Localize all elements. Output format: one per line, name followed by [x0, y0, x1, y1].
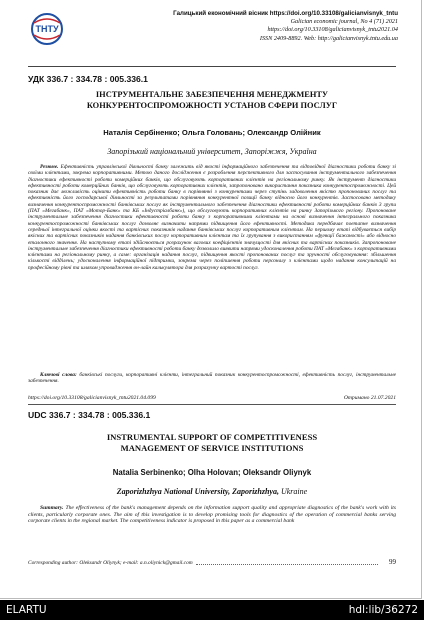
journal-issn: ISSN 2409-8892. Web: http://galicianvisnyk.tntu.edu.ua — [259, 34, 398, 42]
abstract-en — [28, 505, 396, 525]
handle-label[interactable]: hdl:lib/36272 — [348, 604, 418, 616]
title-en-line1: INSTRUMENTAL SUPPORT OF COMPETITIVENESS — [106, 432, 318, 442]
logo-text: ТНТУ — [35, 24, 59, 34]
abstract-ua — [28, 164, 396, 271]
page-number: 99 — [389, 558, 396, 566]
university-logo-icon — [28, 12, 66, 46]
received-date: Отримано 21.07.2021 — [343, 395, 396, 401]
authors-en: Natalia Serbinenko; Olha Holovan; Oleksandr Oliynyk — [112, 468, 312, 477]
article-meta-ua — [28, 395, 396, 401]
header-rule — [28, 66, 396, 67]
title-ua — [28, 90, 396, 111]
abstract-en-text: The effectiveness of the bank's management depends on the information support quality and appropriate diagnostics of the bank's work with its clients, particularly corporate ones. The aim of this investigation is to develop promising tools for diagnostics of the operation of commercial banks serving corporate clients in the regional market. The competitiveness indicator is proposed in this paper as a commercial bank — [28, 505, 396, 524]
title-ua-line1: ІНСТРУМЕНТАЛЬНЕ ЗАБЕЗПЕЧЕННЯ МЕНЕДЖМЕНТУ — [95, 90, 329, 99]
title-en-line2: MANAGEMENT OF SERVICE INSTITUTIONS — [120, 443, 304, 453]
viewer-bottom-bar — [0, 600, 424, 620]
article-doi[interactable]: https://doi.org/10.33108/galicianvisnyk_tntu2021.04.099 — [28, 395, 156, 401]
title-en — [28, 432, 396, 454]
abstract-en-label: Summary. — [40, 505, 64, 511]
section-rule — [28, 404, 396, 405]
abstract-ua-text: Ефективність управлінської діяльності банку залежить від якості інформаційного забезпечення та відповідної діагностики роботи банку зі своїми клієнтами, зокрема корпоративними. Метою даного дослідження є розроблення перспективного для застосування інструментального забезпечення діагностики ефективності роботи комерційних банків, що обслуговують корпоративних клієнтів на регіональному ринку. Як інструмент діагностики ефективності роботи комерційних банків, що обслуговують корпоративних клієнтів, запропоновано використання показника конкурентоспроможності. Цей показник дає можливість оцінити ефективність роботи банку в порівнянні з конкурентами через ступінь задоволення якістю пропонованих послуг та ефективність його господарської діяльності за результатами порівняння конкурентної позиції банку відносно його конкурентів. Застосовано методику визначення конкурентоспроможності банківських послуг як інструментального забезпечення діагностики ефективності роботи комерційних банків 3 групи (ПАТ «Мегабанк», ПАТ «Мотор-Банк» та КБ «Індустріалбанк»), що обслуговують корпоративних клієнтів на ринку Запорізького регіону. Пропоноване інструментальне забезпечення діагностики ефективності роботи банку з корпоративними клієнтами на основі визначення інтегрального показника конкурентоспроможності банківських послуг дозволяє визначити напрями підвищення його ефективності. Методика передбачає поетапне визначення середньої інтегральної оцінки якості та вартісних показників надання банківських послуг корпоративним клієнтам. На першому етапі відбувається вибір якісних та вартісних показників надання банківських послуг корпоративним клієнтам та їх групування з використанням «функції бажаності» або відносно еталонного значення. На наступному етапі здійснюється розрахунок вагових коефіцієнтів значущості для якісних та вартісних показників. Запропоноване інструментальне забезпечення діагностики ефективності роботи банку дозволило виявити напрями удосконалення роботи ПАТ «Мегабанк» з корпоративними клієнтами на регіональному ринку, а саме: організація надання послуг, підвищення якості пропонованих послуг та зручності обслуговування: збільшення кількості відділень; удосконалення інформаційної підтримки, зокрема через поліпшення роботи персоналу з клієнтами щодо надання консультацій на професійному рівні та шляхом упровадження он-лайн калькулятора для розрахунку вартості послуг. — [28, 164, 396, 271]
keywords-ua — [28, 372, 396, 385]
affiliation-en-org: Zaporizhzhya National University, Zaporizhzhya, — [116, 487, 279, 496]
journal-title: Галицький економічний вісник https://doi.org/10.33108/galicianvisnyk_tntu — [173, 10, 398, 17]
udc-ua: УДК 336.7 : 334.78 : 005.336.1 — [28, 74, 148, 84]
affiliation-en — [28, 487, 396, 496]
udc-en: UDC 336.7 : 334.78 : 005.336.1 — [28, 410, 151, 420]
journal-title-en: Galician economic journal, No 4 (71) 2021 — [290, 18, 398, 26]
journal-doi: https://doi.org/10.33108/galicianvisnyk_tntu2021.04 — [267, 26, 398, 34]
authors-ua: Наталія Сербіненко; Ольга Головань; Олександр Олійник — [103, 128, 321, 137]
page-footer — [28, 560, 396, 566]
keywords-ua-label: Ключові слова: — [40, 372, 77, 378]
repository-label[interactable]: ELARTU — [6, 604, 47, 616]
keywords-ua-text: банківські послуги, корпоративні клієнти, інтегральний показник конкурентоспроможності, ефективність послуг, інструментальне забезпечення. — [28, 372, 396, 385]
abstract-ua-label: Резюме. — [40, 164, 59, 170]
title-ua-line2: КОНКУРЕНТОСПРОМОЖНОСТІ УСТАНОВ СФЕРИ ПОСЛУГ — [86, 100, 338, 110]
corresponding-author: Corresponding author: Oleksandr Oliynyk; e-mail: a.n.oliynick@gmail.com — [28, 560, 193, 566]
affiliation-ua: Запорізький національний університет, Запоріжжя, Україна — [107, 147, 317, 156]
footer-dots — [196, 564, 378, 565]
affiliation-en-country: Ukraine — [280, 487, 308, 496]
journal-header — [28, 10, 398, 68]
journal-info — [72, 10, 398, 43]
